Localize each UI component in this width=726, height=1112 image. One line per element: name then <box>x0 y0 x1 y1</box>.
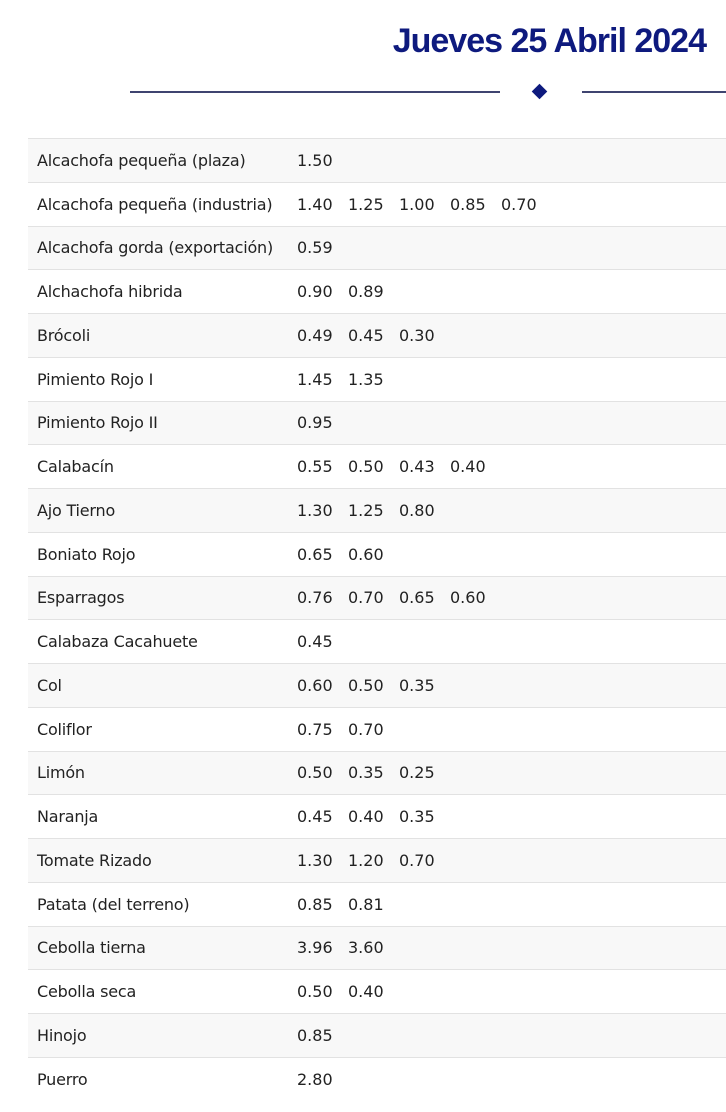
price-value: 0.45 <box>297 632 333 652</box>
table-row <box>28 664 726 708</box>
price-value <box>339 226 390 270</box>
price-value <box>390 357 441 401</box>
price-value: 0.55 <box>297 457 333 477</box>
price-value <box>492 1014 543 1058</box>
row-filler <box>543 489 726 533</box>
price-value <box>441 401 492 445</box>
price-value <box>492 664 543 708</box>
price-value: 0.60 <box>348 544 384 564</box>
row-filler <box>543 270 726 314</box>
price-value: 0.80 <box>399 500 435 520</box>
price-value <box>441 664 492 708</box>
price-value: 3.96 <box>297 938 333 958</box>
product-name: Cebolla seca <box>37 982 137 1002</box>
price-value <box>492 357 543 401</box>
price-table-body <box>28 139 726 1102</box>
row-filler <box>543 401 726 445</box>
row-filler <box>543 576 726 620</box>
product-name: Puerro <box>37 1069 88 1089</box>
price-value <box>441 314 492 358</box>
price-value <box>441 707 492 751</box>
price-value <box>390 226 441 270</box>
table-row <box>28 401 726 445</box>
row-filler <box>543 532 726 576</box>
price-value <box>441 751 492 795</box>
price-value: 1.20 <box>348 850 384 870</box>
price-value <box>441 970 492 1014</box>
price-value <box>492 839 543 883</box>
product-name: Coliflor <box>37 719 92 739</box>
price-value <box>441 357 492 401</box>
row-filler <box>543 839 726 883</box>
price-value: 0.76 <box>297 588 333 608</box>
price-value: 0.65 <box>399 588 435 608</box>
price-value: 0.50 <box>348 457 384 477</box>
price-value <box>390 139 441 183</box>
row-filler <box>543 970 726 1014</box>
price-value <box>339 1014 390 1058</box>
price-value <box>441 226 492 270</box>
table-row <box>28 1014 726 1058</box>
price-value: 0.50 <box>297 763 333 783</box>
row-filler <box>543 139 726 183</box>
price-value: 0.70 <box>501 194 537 214</box>
row-filler <box>543 182 726 226</box>
price-value: 0.25 <box>399 763 435 783</box>
price-value <box>339 620 390 664</box>
price-value <box>339 1057 390 1101</box>
price-value: 0.59 <box>297 238 333 258</box>
table-row <box>28 576 726 620</box>
table-row <box>28 139 726 183</box>
price-value <box>390 882 441 926</box>
price-value: 0.60 <box>450 588 486 608</box>
row-filler <box>543 620 726 664</box>
price-value <box>390 270 441 314</box>
row-filler <box>543 707 726 751</box>
price-value <box>441 1057 492 1101</box>
table-row <box>28 926 726 970</box>
product-name: Tomate Rizado <box>37 850 152 870</box>
table-row <box>28 357 726 401</box>
price-value: 1.45 <box>297 369 333 389</box>
row-filler <box>543 357 726 401</box>
price-value <box>492 139 543 183</box>
row-filler <box>543 1057 726 1101</box>
table-row <box>28 489 726 533</box>
price-value: 0.85 <box>450 194 486 214</box>
product-name: Alcachofa gorda (exportación) <box>37 238 274 258</box>
product-name: Pimiento Rojo II <box>37 413 158 433</box>
price-value <box>492 532 543 576</box>
product-name: Col <box>37 675 62 695</box>
price-value: 0.85 <box>297 1025 333 1045</box>
table-row <box>28 839 726 883</box>
product-name: Calabacín <box>37 457 114 477</box>
table-row <box>28 314 726 358</box>
table-row <box>28 620 726 664</box>
price-value <box>390 970 441 1014</box>
price-value <box>492 751 543 795</box>
product-name: Boniato Rojo <box>37 544 136 564</box>
table-row <box>28 882 726 926</box>
price-value <box>441 620 492 664</box>
page-title: Jueves 25 Abril 2024 <box>392 22 706 60</box>
row-filler <box>543 1014 726 1058</box>
price-value <box>441 795 492 839</box>
price-value <box>492 970 543 1014</box>
price-value <box>492 445 543 489</box>
price-value <box>390 707 441 751</box>
price-value <box>390 401 441 445</box>
price-value: 0.49 <box>297 325 333 345</box>
product-name: Pimiento Rojo I <box>37 369 154 389</box>
price-value <box>492 576 543 620</box>
price-value: 1.30 <box>297 850 333 870</box>
price-value: 0.45 <box>348 325 384 345</box>
price-value: 0.35 <box>399 675 435 695</box>
product-name: Alchachofa hibrida <box>37 282 183 302</box>
price-value: 0.90 <box>297 282 333 302</box>
diamond-ornament-icon <box>532 84 548 100</box>
price-value: 0.70 <box>399 850 435 870</box>
row-filler <box>543 445 726 489</box>
price-value: 0.40 <box>348 982 384 1002</box>
price-value <box>441 926 492 970</box>
price-value <box>390 1057 441 1101</box>
price-value: 0.50 <box>348 675 384 695</box>
price-value <box>492 1057 543 1101</box>
price-value: 0.81 <box>348 894 384 914</box>
price-value: 1.30 <box>297 500 333 520</box>
price-value: 0.65 <box>297 544 333 564</box>
price-value: 1.50 <box>297 150 333 170</box>
row-filler <box>543 795 726 839</box>
product-name: Alcachofa pequeña (industria) <box>37 194 273 214</box>
table-row <box>28 270 726 314</box>
price-value <box>492 707 543 751</box>
price-value <box>492 226 543 270</box>
price-value: 1.40 <box>297 194 333 214</box>
price-value: 0.95 <box>297 413 333 433</box>
price-value <box>441 489 492 533</box>
price-value <box>339 401 390 445</box>
product-name: Esparragos <box>37 588 125 608</box>
price-value <box>492 314 543 358</box>
price-value: 0.43 <box>399 457 435 477</box>
price-value <box>492 926 543 970</box>
product-name: Cebolla tierna <box>37 938 146 958</box>
row-filler <box>543 226 726 270</box>
price-value <box>441 1014 492 1058</box>
price-value: 0.40 <box>348 807 384 827</box>
price-value <box>492 795 543 839</box>
price-value: 1.35 <box>348 369 384 389</box>
price-value <box>390 620 441 664</box>
price-value <box>441 882 492 926</box>
table-row <box>28 1057 726 1101</box>
row-filler <box>543 926 726 970</box>
price-value: 0.35 <box>348 763 384 783</box>
table-row <box>28 707 726 751</box>
price-value: 0.89 <box>348 282 384 302</box>
table-row <box>28 795 726 839</box>
row-filler <box>543 882 726 926</box>
price-value: 3.60 <box>348 938 384 958</box>
price-value: 0.75 <box>297 719 333 739</box>
price-value <box>441 139 492 183</box>
price-value <box>441 839 492 883</box>
product-name: Ajo Tierno <box>37 500 116 520</box>
product-name: Patata (del terreno) <box>37 894 190 914</box>
product-name: Hinojo <box>37 1025 87 1045</box>
price-value <box>390 1014 441 1058</box>
price-value <box>390 926 441 970</box>
price-table <box>28 138 726 1101</box>
price-value: 0.35 <box>399 807 435 827</box>
price-value <box>390 532 441 576</box>
price-value: 0.50 <box>297 982 333 1002</box>
table-row <box>28 751 726 795</box>
header <box>0 0 726 138</box>
product-name: Naranja <box>37 807 99 827</box>
table-row <box>28 970 726 1014</box>
price-value: 1.25 <box>348 500 384 520</box>
price-value: 0.40 <box>450 457 486 477</box>
price-value <box>492 270 543 314</box>
product-name: Brócoli <box>37 325 91 345</box>
price-value <box>441 532 492 576</box>
price-value <box>492 882 543 926</box>
divider-line-right <box>582 91 726 93</box>
product-name: Calabaza Cacahuete <box>37 632 198 652</box>
price-value: 0.30 <box>399 325 435 345</box>
price-value: 1.25 <box>348 194 384 214</box>
row-filler <box>543 751 726 795</box>
price-value: 0.70 <box>348 719 384 739</box>
price-value <box>441 270 492 314</box>
product-name: Alcachofa pequeña (plaza) <box>37 150 246 170</box>
row-filler <box>543 664 726 708</box>
price-value <box>492 401 543 445</box>
product-name: Limón <box>37 763 85 783</box>
price-value <box>339 139 390 183</box>
price-value: 0.45 <box>297 807 333 827</box>
price-value: 2.80 <box>297 1069 333 1089</box>
price-value: 0.70 <box>348 588 384 608</box>
price-value <box>492 620 543 664</box>
table-row <box>28 532 726 576</box>
price-value: 1.00 <box>399 194 435 214</box>
divider-line-left <box>130 91 500 93</box>
price-value: 0.85 <box>297 894 333 914</box>
price-value: 0.60 <box>297 675 333 695</box>
price-value <box>492 489 543 533</box>
table-row <box>28 445 726 489</box>
table-row <box>28 226 726 270</box>
row-filler <box>543 314 726 358</box>
table-row <box>28 182 726 226</box>
